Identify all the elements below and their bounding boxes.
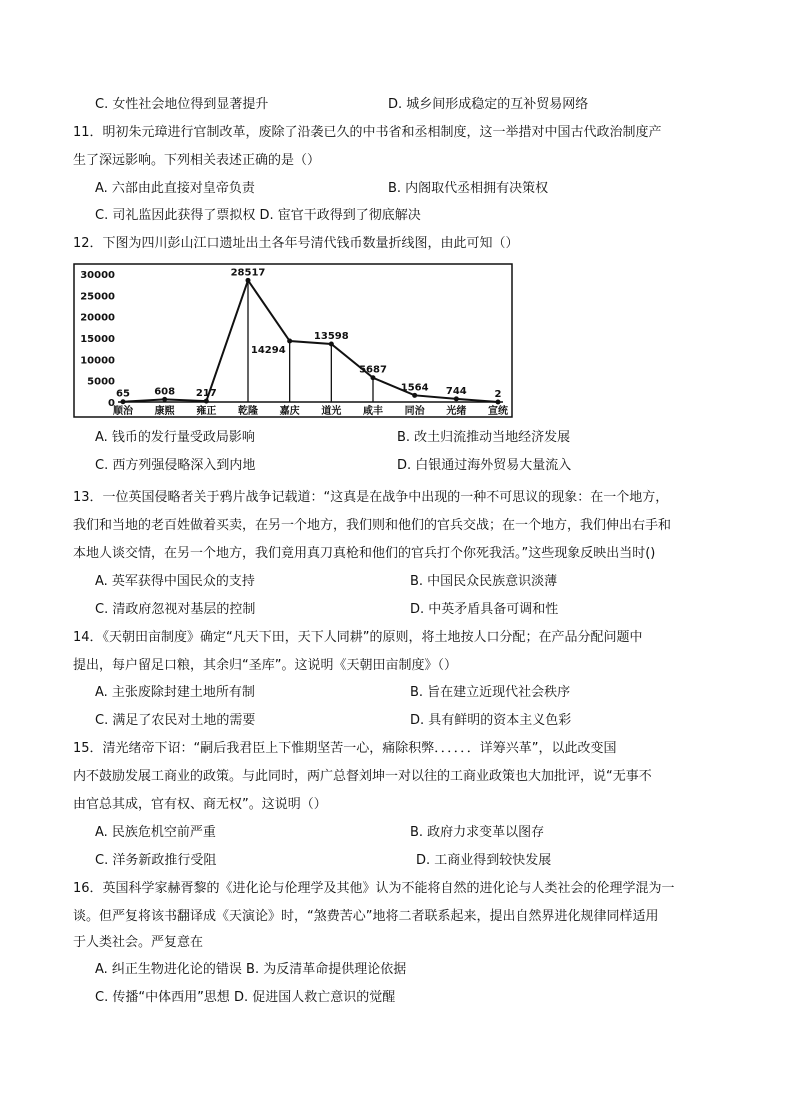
q13-option-d: D. 中英矛盾具备可调和性	[410, 602, 559, 617]
q13-option-c: C. 清政府忽视对基层的控制	[95, 602, 256, 617]
data-label: 65	[116, 388, 130, 400]
q13-stem-line1: 13．一位英国侵略者关于鸦片战争记载道：“这真是在战争中出现的一种不可思议的现象：在一个地方，	[73, 490, 669, 505]
data-label: 744	[445, 385, 467, 397]
q15-option-a: A. 民族危机空前严重	[95, 825, 216, 840]
data-label: 217	[195, 388, 217, 400]
y-tick-label: 25000	[80, 291, 115, 303]
q15-option-b: B. 政府力求变革以图存	[410, 825, 545, 840]
q11-stem-line1: 11．明初朱元璋进行官制改革，废除了沿袭已久的中书省和丞相制度，这一举措对中国古代政治制度产	[73, 125, 662, 140]
q13-option-b: B. 中国民众民族意识淡薄	[410, 574, 558, 589]
q14-stem-line2: 提出，每户留足口粮，其余归“圣库”。这说明《天朝田亩制度》（）	[73, 658, 457, 673]
y-tick-label: 30000	[80, 270, 115, 281]
y-tick-label: 20000	[80, 312, 115, 324]
q14-option-c: C. 满足了农民对土地的需要	[95, 713, 256, 728]
q13-stem-line2: 我们和当地的老百姓做着买卖，在另一个地方，我们则和他们的官兵交战；在一个地方，我们伸出右手和	[73, 518, 672, 533]
x-tick-label: 咸丰	[363, 406, 383, 417]
x-tick-label: 光绪	[446, 406, 467, 417]
data-point	[412, 393, 417, 398]
q16-stem-line1: 16．英国科学家赫胥黎的《进化论与伦理学及其他》认为不能将自然的进化论与人类社会的伦理学混为一	[73, 881, 675, 896]
y-tick-label: 10000	[80, 355, 115, 367]
q16-option-cd: C. 传播“中体西用”思想 D. 促进国人救亡意识的觉醒	[95, 990, 396, 1005]
q11-option-b: B. 内阁取代丞相拥有决策权	[388, 181, 549, 196]
x-tick-label: 同治	[404, 406, 425, 417]
y-tick-label: 15000	[80, 334, 115, 345]
data-point	[329, 341, 334, 346]
q12-option-d: D. 白银通过海外贸易大量流入	[397, 458, 572, 473]
q16-stem-line2: 谈。但严复将该书翻译成《天演论》时，“煞费苦心”地将二者联系起来，提出自然界进化规律同样适用	[73, 909, 659, 924]
data-label: 2	[494, 388, 502, 400]
q14-option-a: A. 主张废除封建土地所有制	[95, 685, 255, 700]
q15-stem-line1: 15．清光绪帝下诏：“嗣后我君臣上下惟期坚苦一心，痛除积弊．．．．．．详筹兴革”，以此改变国	[73, 741, 617, 756]
x-tick-label: 乾隆	[238, 406, 258, 417]
q11-option-a: A. 六部由此直接对皇帝负责	[95, 181, 255, 196]
data-point	[496, 399, 501, 404]
q12-stem: 12．下图为四川彭山江口遗址出土各年号清代钱币数量折线图，由此可知（）	[73, 236, 519, 251]
q14-option-b: B. 旨在建立近现代社会秩序	[410, 685, 571, 700]
data-point	[121, 399, 126, 404]
q12-option-b: B. 改土归流推动当地经济发展	[397, 430, 571, 445]
data-point	[454, 396, 459, 401]
x-tick-label: 宣统	[488, 406, 508, 417]
data-point	[287, 339, 292, 344]
q16-option-ab: A. 纠正生物进化论的错误 B. 为反清革命提供理论依据	[95, 962, 407, 977]
x-tick-label: 雍正	[196, 406, 217, 417]
data-point	[246, 278, 251, 283]
q10-option-c: C. 女性社会地位得到显著提升	[95, 97, 269, 112]
q13-stem-line3: 本地人谈交情，在另一个地方，我们竟用真刀真枪和他们的官兵打个你死我活。”这些现象反映出当时()	[73, 546, 656, 561]
data-label: 608	[154, 386, 176, 398]
chart-svg	[73, 263, 513, 418]
q12-option-a: A. 钱币的发行量受政局影响	[95, 430, 255, 445]
data-label: 13598	[313, 330, 349, 342]
data-label: 28517	[230, 267, 266, 279]
q11-option-cd: C. 司礼监因此获得了票拟权 D. 宦官干政得到了彻底解决	[95, 208, 421, 223]
y-tick-label: 0	[108, 398, 115, 409]
data-label: 14294	[250, 345, 286, 357]
q13-option-a: A. 英军获得中国民众的支持	[95, 574, 255, 589]
x-tick-label: 康熙	[154, 406, 175, 417]
x-tick-label: 嘉庆	[279, 406, 300, 417]
coin-count-line-chart	[73, 263, 513, 418]
q15-option-d: D. 工商业得到较快发展	[416, 853, 552, 868]
q12-option-c: C. 西方列强侵略深入到内地	[95, 458, 256, 473]
q15-stem-line2: 内不鼓励发展工商业的政策。与此同时，两广总督刘坤一对以往的工商业政策也大加批评，说“无事不	[73, 769, 652, 784]
data-point	[371, 375, 376, 380]
x-tick-label: 顺治	[113, 406, 133, 417]
q16-stem-line3: 于人类社会。严复意在	[73, 935, 204, 950]
x-tick-label: 道光	[321, 406, 342, 417]
q14-option-d: D. 具有鲜明的资本主义色彩	[410, 713, 572, 728]
q11-stem-line2: 生了深远影响。下列相关表述正确的是（）	[73, 153, 321, 168]
q14-stem-line1: 14．《天朝田亩制度》确定“凡天下田，天下人同耕”的原则，将土地按人口分配；在产品分配问题中	[73, 630, 643, 645]
data-point	[162, 397, 167, 402]
q15-option-c: C. 洋务新政推行受阻	[95, 853, 217, 868]
q15-stem-line3: 由官总其成，官有权、商无权”。这说明（）	[73, 797, 327, 812]
y-tick-label: 5000	[87, 376, 115, 388]
data-point	[204, 399, 209, 404]
data-label: 5687	[359, 364, 387, 376]
q10-option-d: D. 城乡间形成稳定的互补贸易网络	[388, 97, 589, 112]
data-label: 1564	[400, 382, 429, 394]
